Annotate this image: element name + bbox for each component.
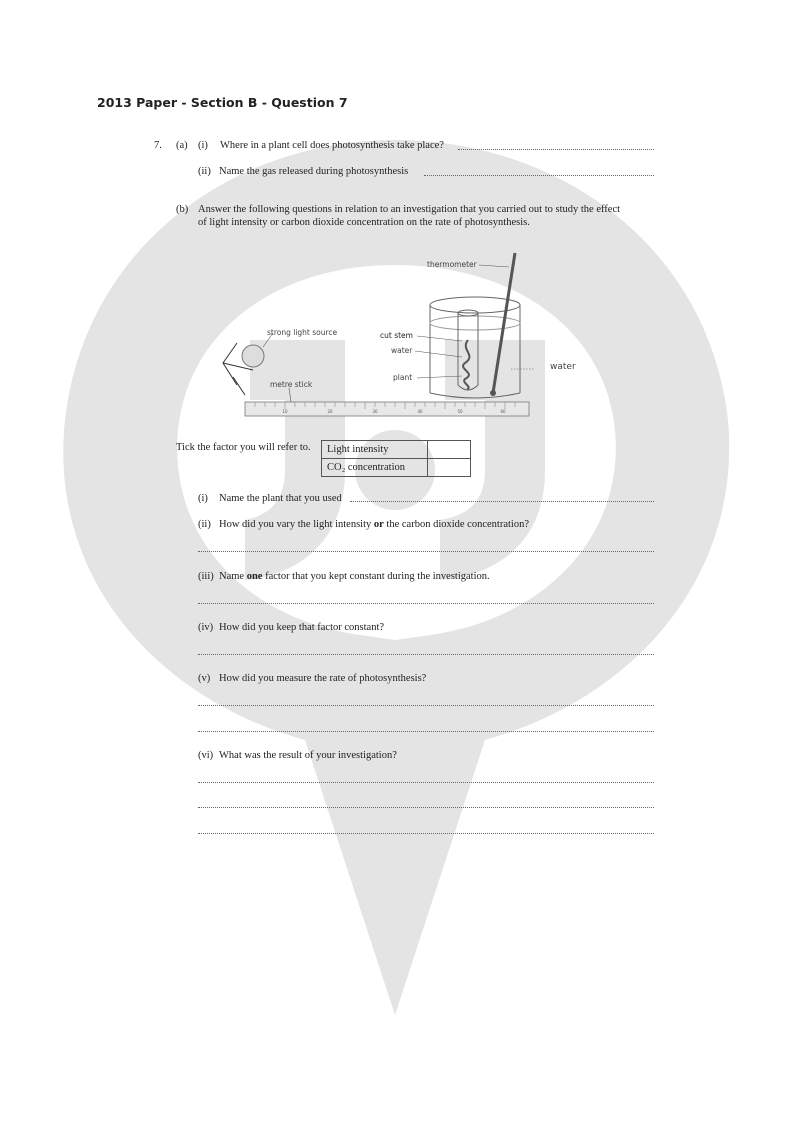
ruler-tick-label: 40: [417, 409, 423, 414]
answer-line-b-v-1[interactable]: [198, 705, 654, 706]
part-a-label: (a): [176, 140, 188, 151]
ruler-tick-label: 20: [327, 409, 333, 414]
part-b-intro-line2: of light intensity or carbon dioxide concentration on the rate of photosynthesis.: [198, 217, 530, 228]
answer-line-b-v-2[interactable]: [198, 731, 654, 732]
label-water-outer: water: [550, 362, 576, 372]
part-b-label: (b): [176, 204, 189, 215]
question-number: 7.: [154, 140, 162, 151]
answer-line-b-vi-3[interactable]: [198, 833, 654, 834]
part-a-i-text: Where in a plant cell does photosynthesis take place?: [220, 140, 444, 151]
part-a-i-label: (i): [198, 140, 208, 151]
label-cut-stem: cut stem: [380, 331, 413, 340]
sub-iv-text: How did you keep that factor constant?: [219, 622, 385, 633]
label-plant: plant: [393, 373, 413, 382]
sub-ii-text: How did you vary the light intensity or the carbon dioxide concentration?: [219, 519, 529, 530]
tick-prompt: Tick the factor you will refer to.: [176, 442, 311, 453]
ruler-tick-label: 10: [282, 409, 288, 414]
part-b-intro-line1: Answer the following questions in relation to an investigation that you carried out to study the effect: [198, 204, 621, 215]
answer-line-a-ii[interactable]: [424, 175, 654, 176]
factor-light-tickbox[interactable]: [428, 441, 471, 459]
factor-table: [321, 440, 471, 477]
sub-i-text: Name the plant that you used: [219, 493, 342, 504]
label-thermometer: thermometer: [427, 260, 477, 269]
factor-row-light: [322, 441, 471, 459]
answer-line-b-vi-1[interactable]: [198, 782, 654, 783]
lamp-icon: [223, 343, 264, 395]
sub-iii-text: Name one factor that you kept constant during the investigation.: [219, 571, 490, 582]
answer-line-b-iii[interactable]: [198, 603, 654, 604]
part-a-ii-text: Name the gas released during photosynthesis: [219, 166, 409, 177]
label-metre-stick: metre stick: [270, 380, 313, 389]
sub-i-label: (i): [198, 493, 208, 504]
sub-vi-text: What was the result of your investigation?: [219, 750, 397, 761]
answer-line-b-vi-2[interactable]: [198, 807, 654, 808]
ruler-tick-label: 50: [457, 409, 463, 414]
label-water-inner: water: [391, 346, 413, 355]
factor-row-co2: [322, 459, 471, 477]
ruler-tick-label: 60: [500, 409, 506, 414]
label-light-source: strong light source: [267, 328, 338, 337]
answer-line-b-i[interactable]: [350, 501, 654, 502]
sub-iv-label: (iv): [198, 622, 214, 633]
sub-iii-label: (iii): [198, 571, 214, 582]
sub-v-text: How did you measure the rate of photosynthesis?: [219, 673, 427, 684]
sub-vi-label: (vi): [198, 750, 214, 761]
sub-ii-label: (ii): [198, 519, 211, 530]
apparatus-diagram: [215, 245, 535, 423]
factor-co2-tickbox[interactable]: [428, 459, 471, 477]
factor-co2-label: CO₂ concentration: [322, 459, 428, 477]
answer-line-b-iv[interactable]: [198, 654, 654, 655]
part-a-ii-label: (ii): [198, 166, 211, 177]
factor-light-label: Light intensity: [322, 441, 428, 459]
answer-line-b-ii[interactable]: [198, 551, 654, 552]
page-title: 2013 Paper - Section B - Question 7: [97, 95, 348, 110]
thermometer-icon: [490, 253, 515, 396]
plant-icon: [463, 340, 469, 389]
sub-v-label: (v): [198, 673, 211, 684]
answer-line-a-i[interactable]: [458, 149, 654, 150]
ruler-tick-label: 30: [372, 409, 378, 414]
metre-stick: [245, 402, 529, 416]
